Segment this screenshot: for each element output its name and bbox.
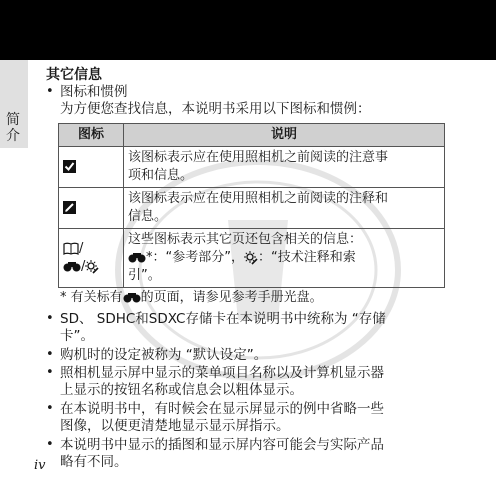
intro-text: 为方便您查找信息，本说明书采用以下图标和惯例： xyxy=(60,101,371,117)
side-tab-label: 简介 xyxy=(6,112,20,144)
list-item: 购机时的设定被称为 “默认设定”。 xyxy=(60,347,268,363)
bullet-dot: • xyxy=(46,437,54,452)
section-title: 其它信息 xyxy=(46,67,102,83)
legend-icon-cell xyxy=(59,188,124,229)
binoculars-icon xyxy=(128,252,146,263)
intro-heading: 图标和惯例 xyxy=(60,84,128,100)
icon-legend-table xyxy=(58,123,445,288)
bullet-dot: • xyxy=(46,84,54,99)
list-item: SD、 SDHC和SDXC存储卡在本说明书中统称为 “存储 xyxy=(60,311,386,327)
legend-header-description: 说明 xyxy=(124,124,445,147)
list-item: 照相机显示屏中显示的菜单项目名称以及计算机显示器 xyxy=(60,365,384,381)
legend-row xyxy=(59,229,445,288)
check-icon xyxy=(63,160,76,173)
bullet-dot: • xyxy=(46,401,54,416)
binoculars-icon xyxy=(63,261,81,272)
list-item: 在本说明书中，有时候会在显示屏显示的例中省略一些 xyxy=(60,401,384,417)
legend-header-row xyxy=(59,124,445,147)
bullet-dot: • xyxy=(46,365,54,380)
book-icon xyxy=(63,242,79,255)
list-item: 本说明书中显示的插图和显示屏内容可能会与实际产品 xyxy=(60,437,384,453)
legend-description: 该图标表示应在使用照相机之前阅读的注意事 项和信息。 xyxy=(124,147,445,188)
legend-row xyxy=(59,188,445,229)
list-item-continued: 上显示的按钮名称或信息会以粗体显示。 xyxy=(60,382,303,398)
list-item-continued: 图像，以便更清楚地显示显示屏指示。 xyxy=(60,418,290,434)
sun-pencil-icon xyxy=(85,260,99,274)
legend-icon-cell xyxy=(59,147,124,188)
page-number: iv xyxy=(34,458,46,473)
list-item-continued: 略有不同。 xyxy=(60,454,128,470)
binoculars-icon xyxy=(123,292,141,303)
top-black-band xyxy=(0,0,496,60)
sun-pencil-icon xyxy=(244,251,258,265)
list-item-continued: 卡”。 xyxy=(60,328,94,344)
legend-description: 该图标表示应在使用照相机之前阅读的注释和 信息。 xyxy=(124,188,445,229)
pencil-icon xyxy=(63,201,76,214)
bullet-dot: • xyxy=(46,347,54,362)
legend-row xyxy=(59,147,445,188)
legend-header-icon: 图标 xyxy=(59,124,124,147)
legend-icon-cell: / / xyxy=(59,229,124,288)
bullet-dot: • xyxy=(46,311,54,326)
footnote: * 有关标有 的页面，请参见参考手册光盘。 xyxy=(60,290,323,305)
legend-description: 这些图标表示其它页还包含相关的信息： *：“参考部分”， ：“技术注释和索 引”。 xyxy=(124,229,445,288)
